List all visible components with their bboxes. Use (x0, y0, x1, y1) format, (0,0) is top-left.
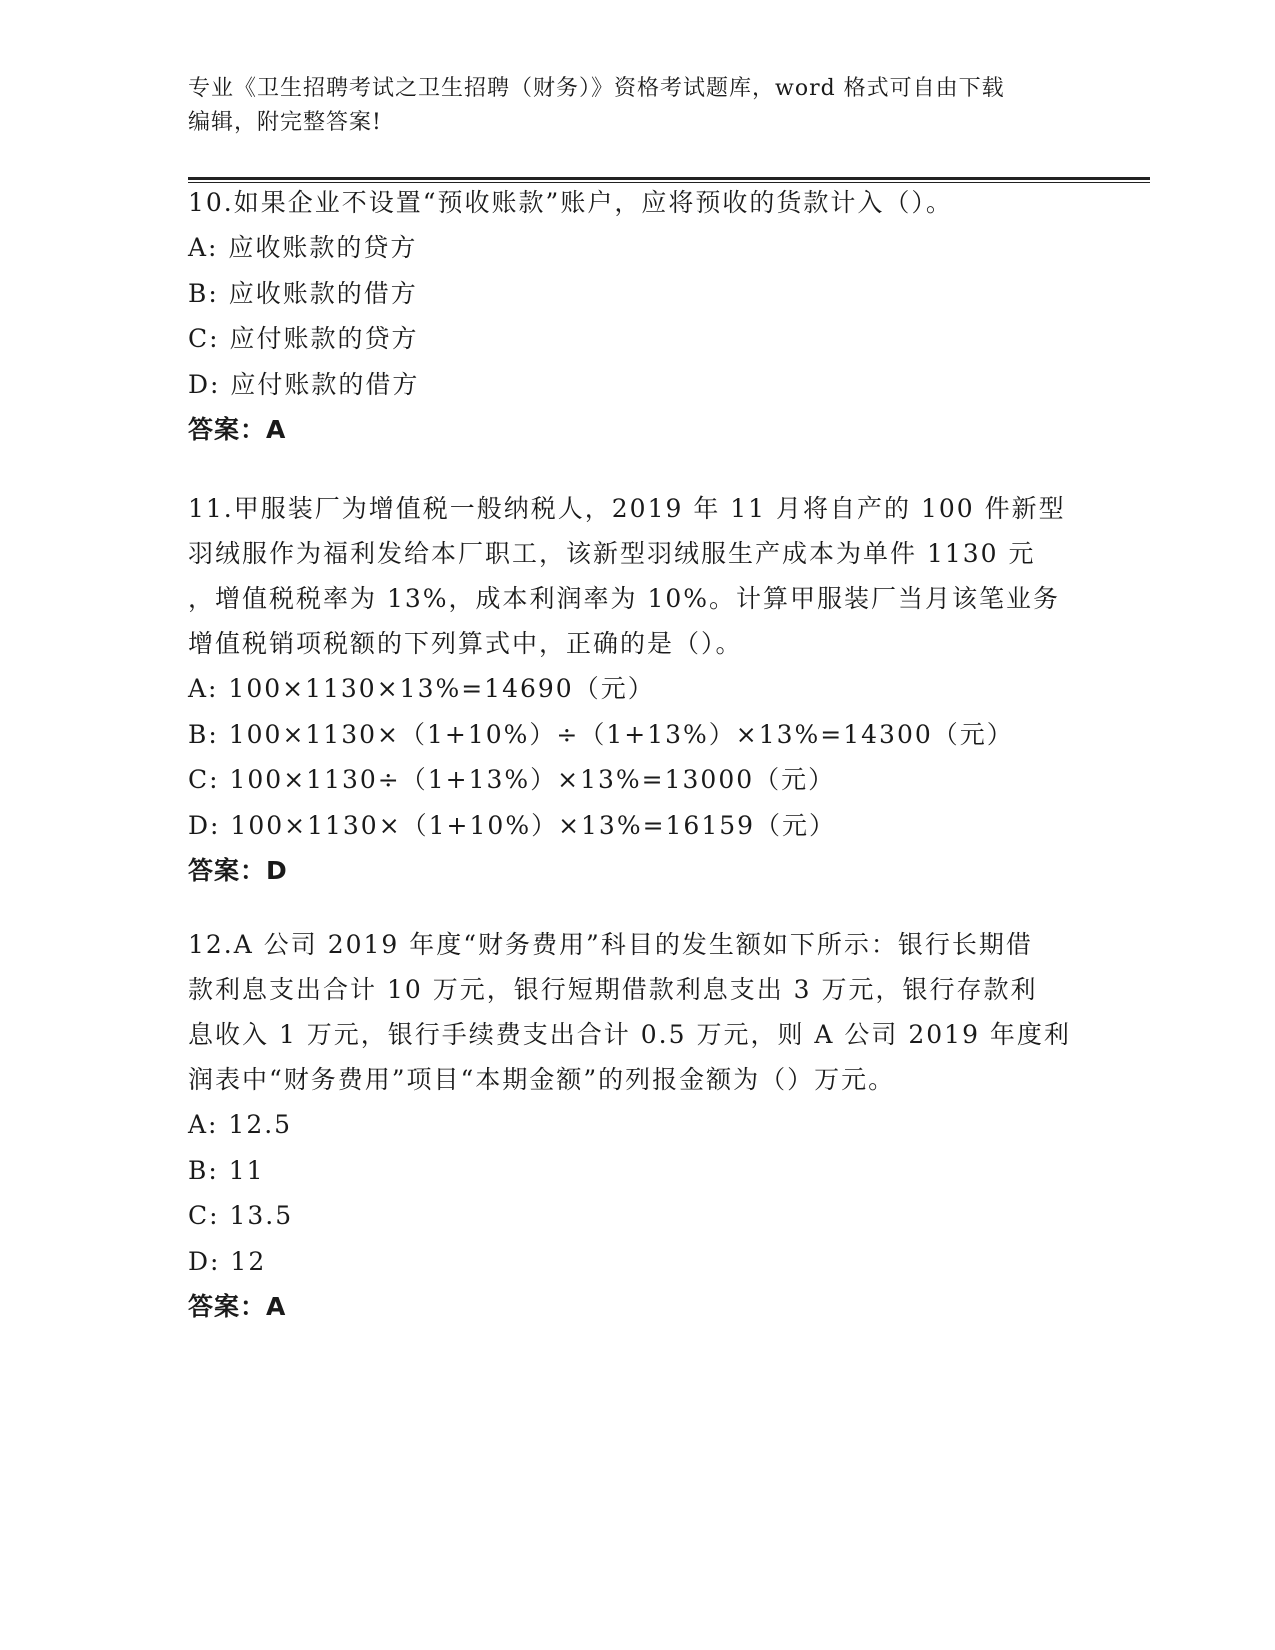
stem-line: 款利息支出合计 10 万元，银行短期借款利息支出 3 万元，银行存款利 (188, 975, 1038, 1004)
answer: 答案：A (188, 1292, 287, 1321)
stem-line: 增值税销项税额的下列算式中，正确的是（）。 (188, 629, 743, 658)
question-stem (188, 486, 1088, 666)
option-c: C: 13.5 (188, 1201, 294, 1230)
option-a: A: 12.5 (188, 1110, 293, 1139)
stem-line: 12.A 公司 2019 年度“财务费用”科目的发生额如下所示：银行长期借 (188, 930, 1033, 959)
option-d: D: 12 (188, 1246, 267, 1276)
stem-line: 11.甲服装厂为增值税一般纳税人，2019 年 11 月将自产的 100 件新型 (188, 494, 1066, 523)
option-d: D: 应付账款的借方 (188, 369, 420, 399)
option-b: B: 11 (188, 1155, 265, 1185)
answer: 答案：D (188, 856, 288, 885)
option-c: C: 应付账款的贷方 (188, 324, 419, 353)
question-stem (188, 922, 1088, 1102)
answer: 答案：A (188, 415, 287, 444)
option-c: C: 100×1130÷（1+13%）×13%=13000（元） (188, 765, 836, 794)
header-line-1: 专业《卫生招聘考试之卫生招聘（财务）》资格考试题库，word 格式可自由下载 (188, 76, 1005, 101)
question-11 (188, 486, 1088, 894)
document-header (188, 72, 1088, 140)
question-stem (188, 180, 1088, 225)
stem-line: 10.如果企业不设置“预收账款”账户，应将预收的货款计入（）。 (188, 188, 953, 217)
stem-line: 息收入 1 万元，银行手续费支出合计 0.5 万元，则 A 公司 2019 年度利 (188, 1020, 1071, 1049)
question-10 (188, 180, 1088, 453)
stem-line: ，增值税税率为 13%，成本利润率为 10%。计算甲服装厂当月该笔业务 (188, 584, 1061, 613)
header-line-2: 编辑，附完整答案! (188, 110, 382, 135)
option-b: B: 100×1130×（1+10%）÷（1+13%）×13%=14300（元） (188, 719, 1014, 749)
option-a: A: 100×1130×13%=14690（元） (188, 674, 655, 703)
option-b: B: 应收账款的借方 (188, 278, 418, 308)
option-a: A: 应收账款的贷方 (188, 233, 418, 262)
question-12 (188, 922, 1088, 1330)
stem-line: 润表中“财务费用”项目“本期金额”的列报金额为（）万元。 (188, 1065, 896, 1094)
stem-line: 羽绒服作为福利发给本厂职工，该新型羽绒服生产成本为单件 1130 元 (188, 539, 1036, 568)
option-d: D: 100×1130×（1+10%）×13%=16159（元） (188, 810, 837, 840)
